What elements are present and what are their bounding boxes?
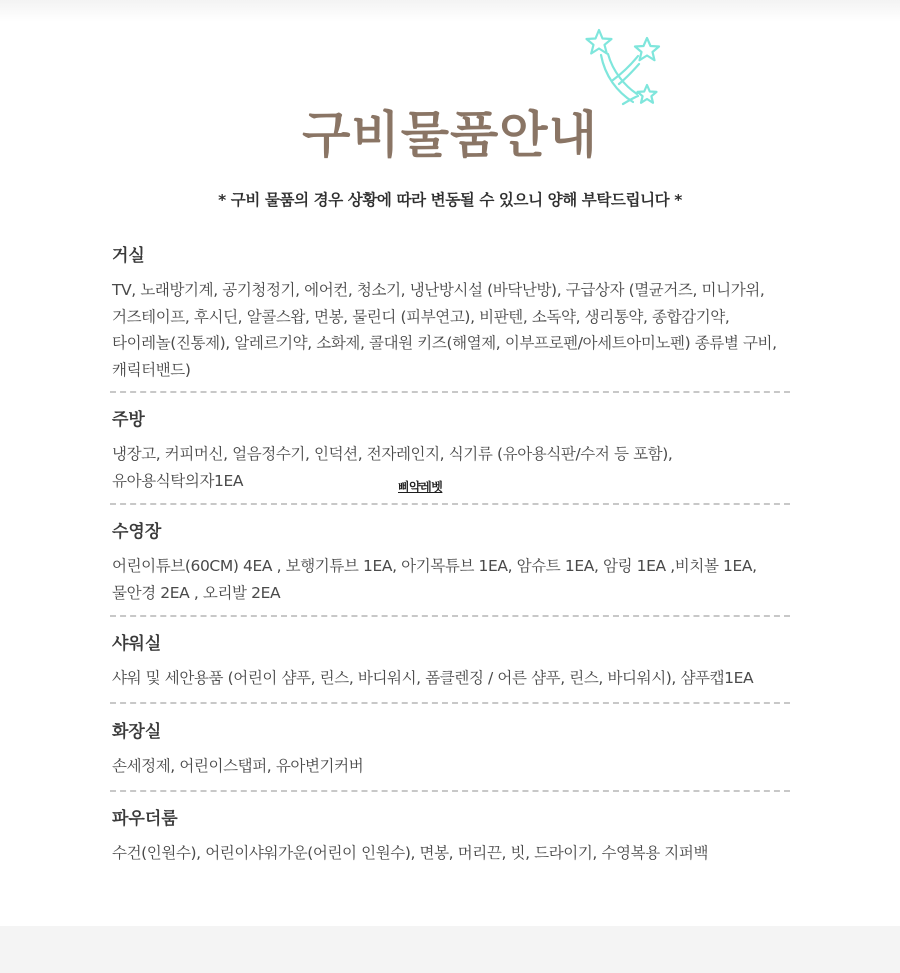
section-bathroom: [112, 720, 792, 780]
section-body: 샤워 및 세안용품 (어린이 샴푸, 린스, 바디워시, 폼클렌징 / 어른 샴푸, 린스, 바디워시), 샴푸캡1EA: [112, 669, 754, 687]
divider: [110, 615, 790, 617]
section-powder-room: [112, 807, 792, 867]
section-body: 손세정제, 어린이스탭퍼, 유아변기커버: [112, 757, 364, 775]
divider: [110, 702, 790, 704]
section-body: 어린이튜브(60CM) 4EA , 보행기튜브 1EA, 아기목튜브 1EA, 암슈트 1EA, 암링 1EA ,비치볼 1EA, 물안경 2EA , 오리발 2EA: [112, 557, 757, 602]
page-title: 구비물품안내: [302, 106, 598, 164]
notice-text: * 구비 물품의 경우 상황에 따라 변동될 수 있으니 양해 부탁드립니다 *: [218, 191, 682, 209]
stamp-text: 삐약레벳: [398, 480, 443, 494]
section-shower-room: [112, 632, 792, 692]
section-title: 샤워실: [112, 634, 162, 654]
section-body: TV, 노래방기계, 공기청정기, 에어컨, 청소기, 냉난방시설 (바닥난방), 구급상자 (멸균거즈, 미니가위, 거즈테이프, 후시딘, 알콜스왑, 면봉, 물린디 (피부연고), 비판텐, 소독약, 생리통약, 종합감기약, 타이레놀(진통제), 알레르기약, 소화제, 콜대원 키즈(해열제, 이부프로펜/아세트아미노펜) 종류별 구비, 캐릭터밴드): [112, 281, 777, 379]
divider: [110, 391, 790, 393]
top-band: [0, 0, 900, 22]
section-kitchen: [112, 408, 792, 494]
divider: [110, 790, 790, 792]
bottom-band: [0, 926, 900, 973]
section-title: 화장실: [112, 722, 162, 742]
section-body: 냉장고, 커피머신, 얼음정수기, 인덕션, 전자레인지, 식기류 (유아용식판/수저 등 포함), 유아용식탁의자1EA: [112, 445, 673, 490]
section-title: 거실: [112, 246, 145, 266]
section-title: 수영장: [112, 522, 162, 542]
section-title: 파우더룸: [112, 809, 178, 829]
section-body: 수건(인원수), 어린이샤워가운(어린이 인원수), 면봉, 머리끈, 빗, 드라이기, 수영복용 지퍼백: [112, 844, 709, 862]
divider: [110, 503, 790, 505]
section-pool: [112, 520, 792, 606]
section-title: 주방: [112, 410, 145, 430]
section-living-room: [112, 244, 792, 383]
